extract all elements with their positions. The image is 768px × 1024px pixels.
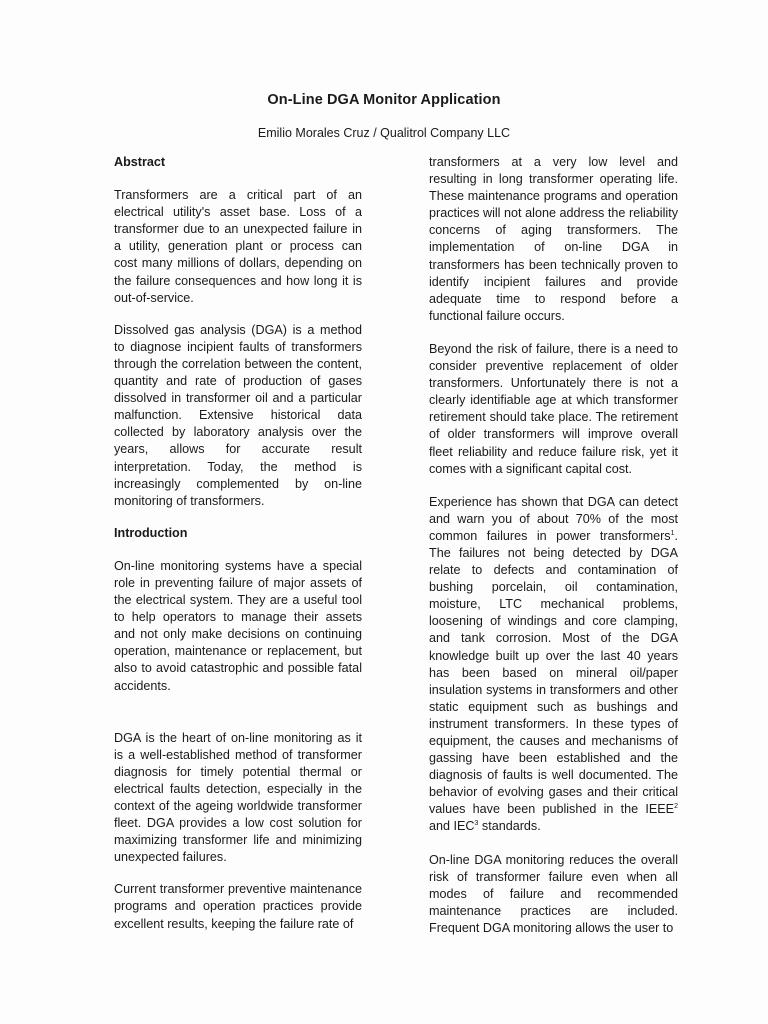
introduction-heading: Introduction [114, 525, 188, 540]
introduction-paragraph-3: Current transformer preventive maintenance programs and operation practices provide excellent results, keeping the failure rate of [114, 882, 362, 931]
footnote-ref-2: 2 [674, 803, 678, 811]
body-paragraph-3-part-a: Experience has shown that DGA can detect and warn you of about 70% of the most common failures in power transformers [429, 494, 678, 543]
paragraph-gap [114, 710, 362, 730]
body-paragraph-3-part-b: . The failures not being detected by DGA relate to defects and contamination of bushing porcelain, oil contamination, moisture, LTC mechanical problems, loosening of windings and core clamping, and tank corrosion. Most of the DGA knowledge built up over the last 40 years has been based on mineral oil/paper insulation systems in transformers and other static equipment such as bushings and instrument transformers. In these types of equipment, the causes and mechanisms of gassing have been established and the diagnosis of faults is well documented. The behavior of evolving gases and their critical values have been published in the IEEE [429, 528, 678, 817]
introduction-paragraph-2: DGA is the heart of on-line monitoring as it is a well-established method of transformer diagnosis for timely potential thermal or electrical faults detection, especially in the context of the ageing worldwide transformer fleet. DGA provides a low cost solution for maximizing transformer life and minimizing unexpected failures. [114, 730, 362, 865]
paper-author: Emilio Morales Cruz / Qualitrol Company LLC [257, 126, 511, 140]
body-paragraph-3-part-c: and IEC [429, 819, 475, 834]
left-column [114, 154, 362, 948]
body-paragraph-1: transformers at a very low level and resulting in long transformer operating life. These maintenance programs and operation practices will not alone address the reliability concerns of aging transformers. The implementation of on-line DGA in transformers has been technically proven to identify incipient failures and provide adequate time to respond before a functional failure occurs. [429, 155, 678, 323]
abstract-heading: Abstract [114, 155, 166, 169]
introduction-paragraph-1: On-line monitoring systems have a special role in preventing failure of major assets of the electrical system. They are a useful tool to help operators to manage their assets and not only make decisions on continuing operation, maintenance or replacement, but also to avoid catastrophic and possible fatal accidents. [114, 558, 362, 693]
right-column [429, 154, 678, 953]
body-paragraph-4: On-line DGA monitoring reduces the overall risk of transformer failure even when all modes of failure and recommended maintenance practices are included. Frequent DGA monitoring allows the user to [429, 852, 678, 935]
body-paragraph-2: Beyond the risk of failure, there is a need to consider preventive replacement of older transformers. Unfortunately there is not a clearly identifiable age at which transformer retirement should take place. The retirement of older transformers will improve overall fleet reliability and reduce failure risk, yet it comes with a significant capital cost. [429, 341, 678, 476]
footnote-ref-3: 3 [474, 820, 479, 828]
body-paragraph-3-part-d: standards. [478, 819, 541, 834]
footnote-ref-1: 1 [670, 529, 675, 537]
body-paragraph-3 [429, 494, 678, 836]
paper-title: On-Line DGA Monitor Application [267, 92, 501, 108]
abstract-paragraph-1: Transformers are a critical part of an electrical utility's asset base. Loss of a transformer due to an unexpected failure in a utility, generation plant or process can cost many millions of dollars, depending on the failure consequences and how long it is out-of-service. [114, 188, 362, 305]
abstract-paragraph-2: Dissolved gas analysis (DGA) is a method to diagnose incipient faults of transformers through the correlation between the content, quantity and rate of production of gases dissolved in transformer oil and a particular malfunction. Extensive historical data collected by laboratory analysis over the years, allows for accurate result interpretation. Today, the method is increasingly complemented by on-line monitoring of transformers. [114, 322, 362, 508]
